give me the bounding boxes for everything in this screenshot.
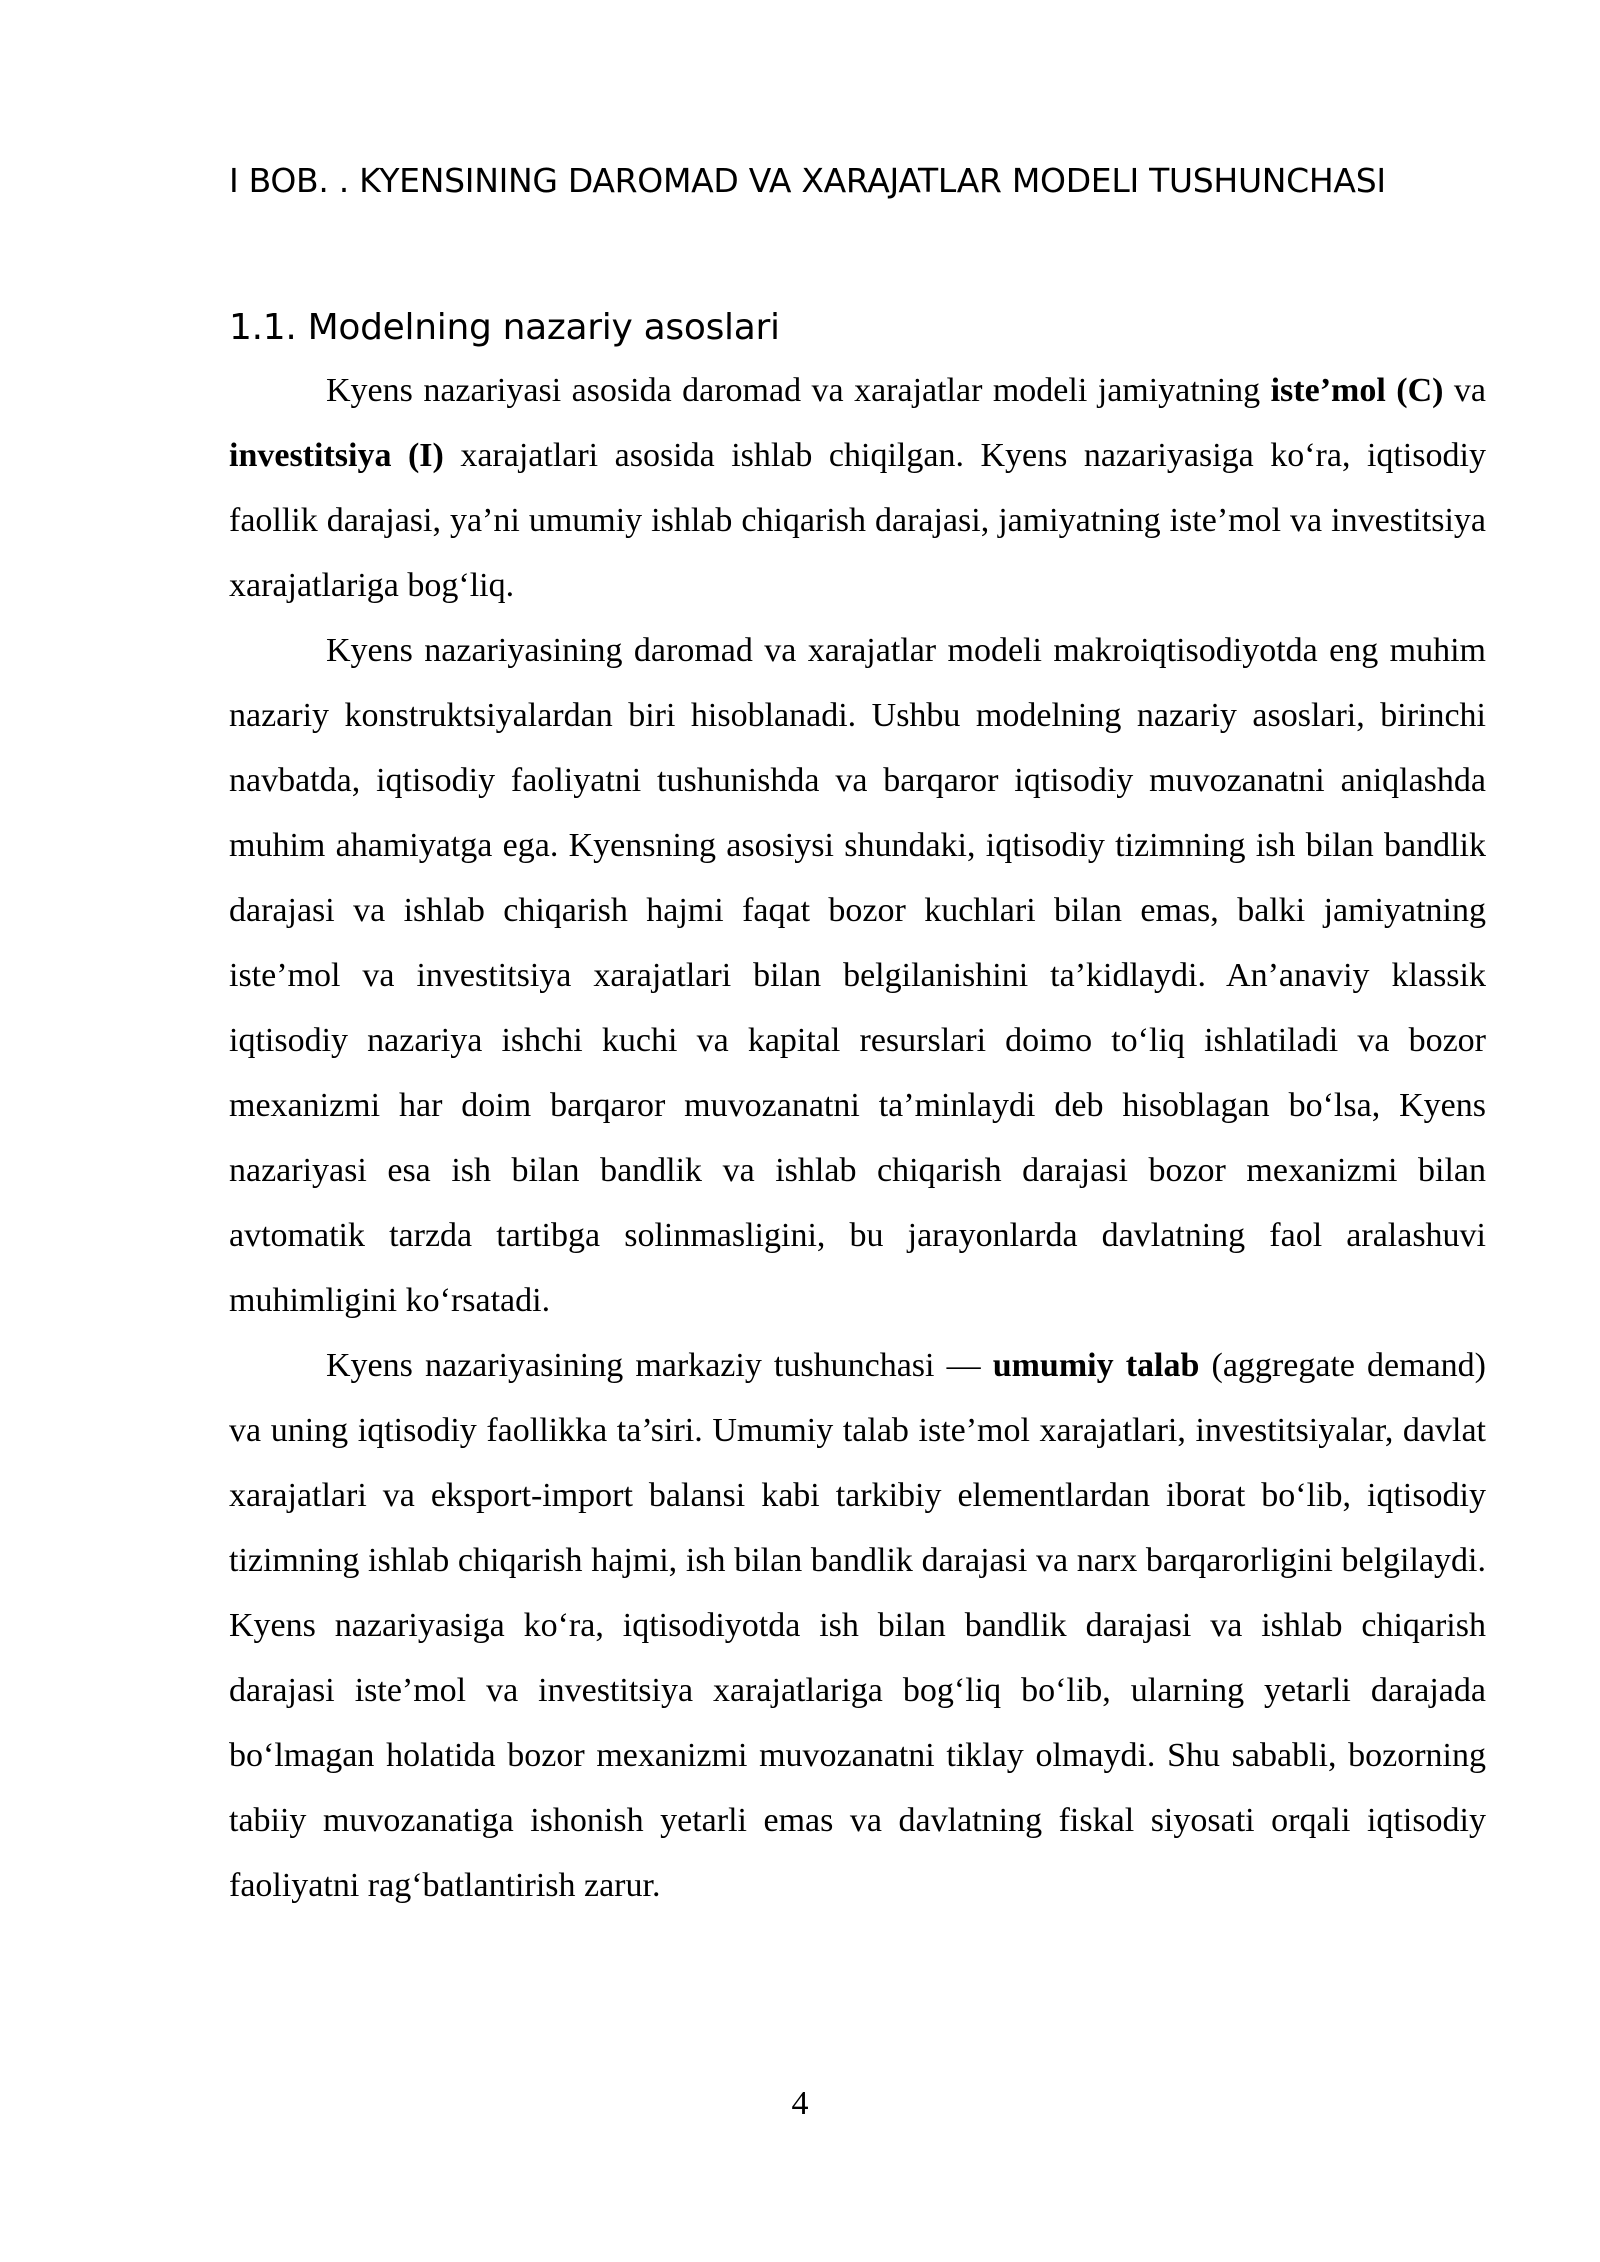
paragraph-1-bold-investment: investitsiya (I) xyxy=(229,437,444,474)
paragraph-2: Kyens nazariyasining daromad va xarajatlar modeli makroiqtisodiyotda eng muhim nazariy konstruktsiyalardan biri hisoblanadi. Ushbu modelning nazariy asoslari, birinchi navbatda, iqtisodiy faoliyatni tushunishda va barqaror iqtisodiy muvozanatni aniqlashda muhim ahamiyatga ega. Kyensning asosiysi shundaki, iqtisodiy tizimning ish bilan bandlik darajasi va ishlab chiqarish hajmi faqat bozor kuchlari bilan emas, balki jamiyatning iste’mol va investitsiya xarajatlari bilan belgilanishini ta’kidlaydi. An’anaviy klassik iqtisodiy nazariya ishchi kuchi va kapital resurslari doimo to‘liq ishlatiladi va bozor mexanizmi har doim barqaror muvozanatni ta’minlaydi deb hisoblagan bo‘lsa, Kyens nazariyasi esa ish bilan bandlik va ishlab chiqarish darajasi bozor mexanizmi bilan avtomatik tarzda tartibga solinmasligini, bu jarayonlarda davlatning faol aralashuvi muhimligini ko‘rsatadi. xyxy=(229,632,1486,1319)
paragraph-3 xyxy=(229,1333,1486,1918)
paragraph-3-text-1: Kyens nazariyasining markaziy tushunchasi — xyxy=(326,1347,993,1384)
paragraph-1-text-3: xarajatlari asosida ishlab chiqilgan. Kyens nazariyasiga ko‘ra, iqtisodiy faollik darajasi, ya’ni umumiy ishlab chiqarish darajasi, jamiyatning iste’mol va investitsiya xarajatlariga bog‘liq. xyxy=(229,437,1486,604)
paragraph-1 xyxy=(229,358,1486,618)
section-title: 1.1. Modelning nazariy asoslari xyxy=(229,307,780,348)
paragraph-1-text-2: va xyxy=(1443,372,1486,409)
paragraph-3-text-2: (aggregate demand) va uning iqtisodiy faollikka ta’siri. Umumiy talab iste’mol xarajatlari, investitsiyalar, davlat xarajatlari va eksport-import balansi kabi tarkibiy elementlardan iborat bo‘lib, iqtisodiy tizimning ishlab chiqarish hajmi, ish bilan bandlik darajasi va narx barqarorligini belgilaydi. Kyens nazariyasiga ko‘ra, iqtisodiyotda ish bilan bandlik darajasi va ishlab chiqarish darajasi iste’mol va investitsiya xarajatlariga bog‘liq bo‘lib, ularning yetarli darajada bo‘lmagan holatida bozor mexanizmi muvozanatni tiklay olmaydi. Shu sababli, bozorning tabiiy muvozanatiga ishonish yetarli emas va davlatning fiskal siyosati orqali iqtisodiy faoliyatni rag‘batlantirish zarur. xyxy=(229,1347,1487,1904)
paragraph-1-bold-consumption: iste’mol (C) xyxy=(1270,372,1444,409)
page-number: 4 xyxy=(791,2085,809,2122)
body-text xyxy=(229,358,1486,1918)
chapter-title: I BOB. . KYENSINING DAROMAD VA XARAJATLAR MODELI TUSHUNCHASI xyxy=(229,161,1386,200)
paragraph-1-text-1: Kyens nazariyasi asosida daromad va xarajatlar modeli jamiyatning xyxy=(326,372,1271,409)
paragraph-3-bold-aggregate-demand: umumiy talab xyxy=(992,1347,1200,1384)
